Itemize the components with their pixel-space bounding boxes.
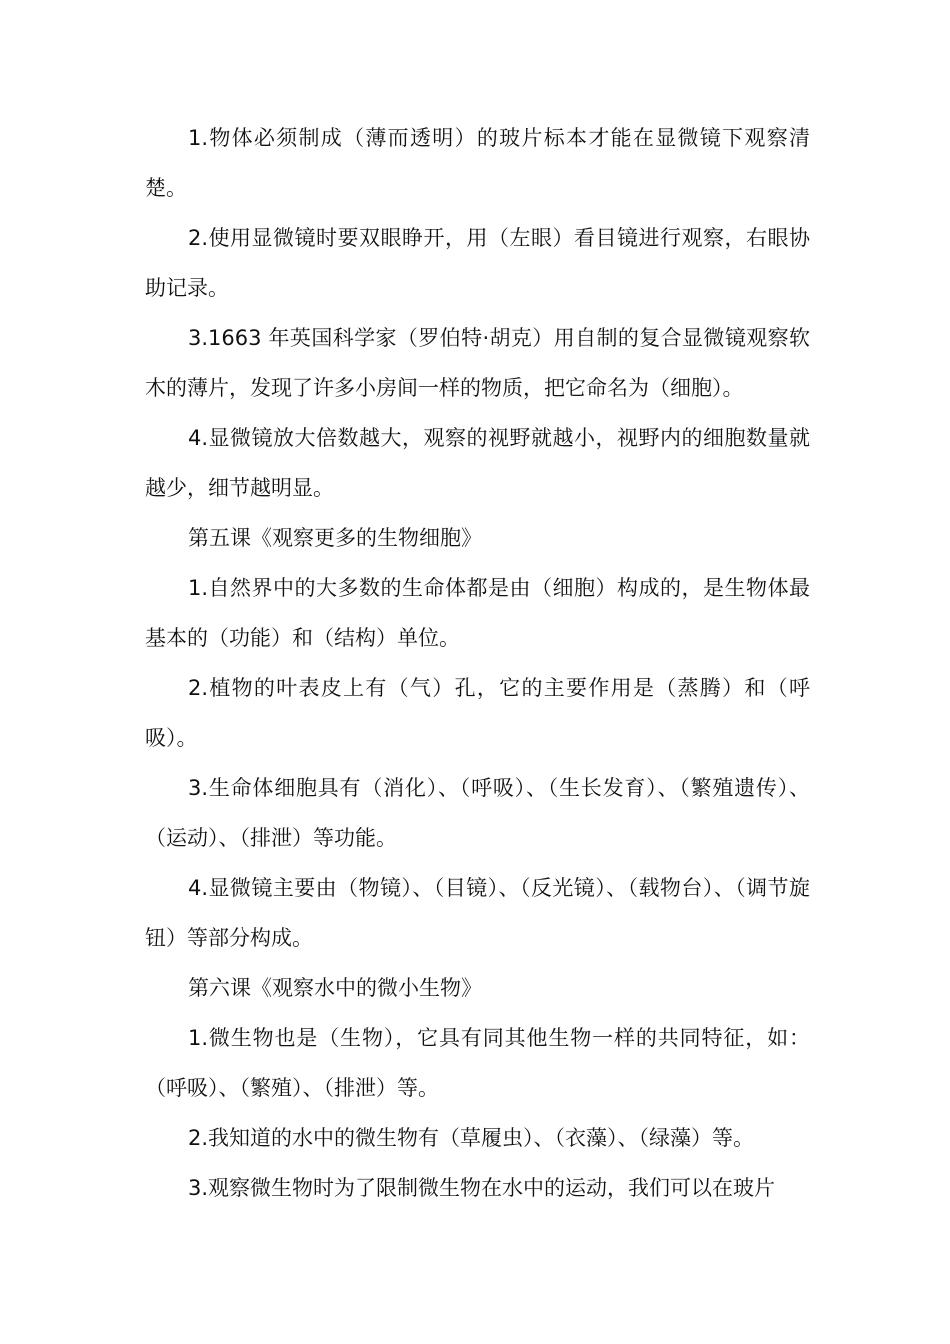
paragraph-water-microbes: 2.我知道的水中的微生物有（草履虫）、（衣藻）、（绿藻）等。 — [188, 1126, 755, 1150]
paragraph-cells-unit: 1.自然界中的大多数的生命体都是由（细胞）构成的，是生物体最基本的（功能）和（结构）单位。 — [145, 576, 810, 650]
paragraph-cell-functions: 3.生命体细胞具有（消化）、（呼吸）、（生长发育）、（繁殖遗传）、（运动）、（排泄）等功能。 — [145, 776, 810, 850]
paragraph-microorganisms: 1.微生物也是（生物），它具有同其他生物一样的共同特征，如：（呼吸）、（繁殖）、（排泄）等。 — [145, 1026, 810, 1100]
document-body — [145, 113, 810, 1213]
paragraph-microscope-eyes: 2.使用显微镜时要双眼睁开，用（左眼）看目镜进行观察，右眼协助记录。 — [145, 226, 810, 300]
paragraph-stomata: 2.植物的叶表皮上有（气）孔，它的主要作用是（蒸腾）和（呼吸）。 — [145, 676, 810, 750]
paragraph-robert-hooke: 3.1663 年英国科学家（罗伯特·胡克）用自制的复合显微镜观察软木的薄片，发现了许多小房间一样的物质，把它命名为（细胞）。 — [145, 326, 810, 400]
lesson-6-heading: 第六课《观察水中的微小生物》 — [188, 976, 482, 1000]
paragraph-magnification: 4.显微镜放大倍数越大，观察的视野就越小，视野内的细胞数量就越少，细节越明显。 — [145, 426, 810, 500]
paragraph-microscope-parts: 4.显微镜主要由（物镜）、（目镜）、（反光镜）、（载物台）、（调节旋钮）等部分构成。 — [145, 876, 810, 950]
paragraph-microscope-specimen: 1.物体必须制成（薄而透明）的玻片标本才能在显微镜下观察清楚。 — [145, 126, 810, 200]
paragraph-observe-microbes: 3.观察微生物时为了限制微生物在水中的运动，我们可以在玻片 — [188, 1176, 776, 1200]
lesson-5-heading: 第五课《观察更多的生物细胞》 — [188, 526, 482, 550]
